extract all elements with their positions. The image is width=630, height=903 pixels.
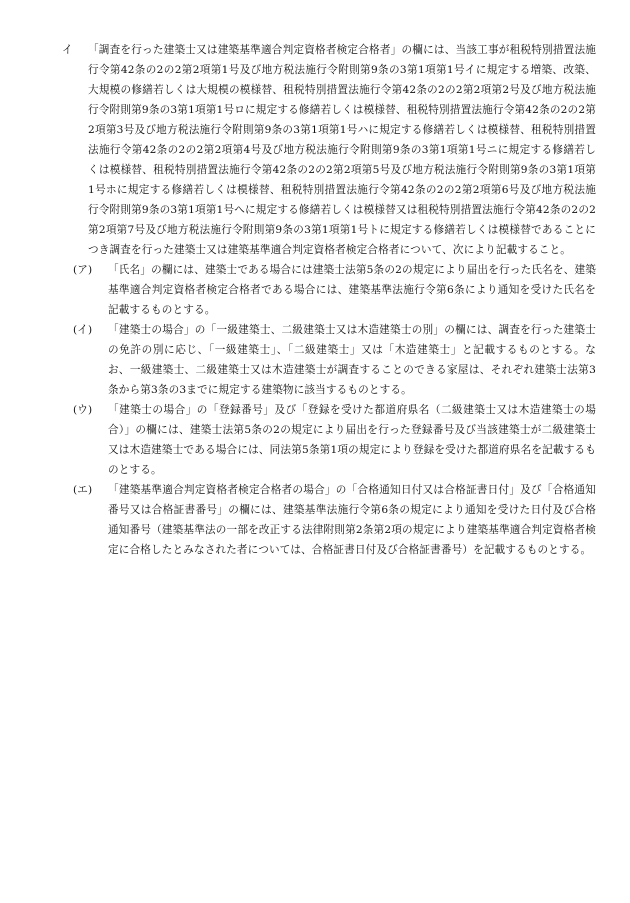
sub-item-marker: (イ) xyxy=(73,324,93,336)
sub-item-i xyxy=(73,320,596,400)
sub-item-a xyxy=(73,260,596,320)
sub-item-u xyxy=(73,400,596,480)
clause-text: 「調査を行った建築士又は建築基準適合判定資格者検定合格者」の欄には、当該工事が租税特別措置法施行令第42条の2の2第2項第1号及び地方税法施行令附則第9条の3第1項第1号イに規定する増築、改築、大規模の修繕若しくは大規模の模様替、租税特別措置法施行令第42条の2の2第2項第2号及び地方税法施行令附則第9条の3第1項第1号ロに規定する修繕若しくは模様替、租税特別措置法施行令第42条の2の2第2項第3号及び地方税法施行令附則第9条の3第1項第1号ハに規定する修繕若しくは模様替、租税特別措置法施行令第42条の2の2第2項第4号及び地方税法施行令附則第9条の3第1項第1号ニに規定する修繕若しくは模様替、租税特別措置法施行令第42条の2の2第2項第5号及び地方税法施行令附則第9条の3第1項第1号ホに規定する修繕若しくは模様替、租税特別措置法施行令第42条の2の2第2項第6号及び地方税法施行令附則第9条の3第1項第1号へに規定する修繕若しくは模様替又は租税特別措置法施行令第42条の2の2第2項第7号及び地方税法施行令附則第9条の3第1項第1号トに規定する修繕若しくは模様替であることにつき調査を行った建築士又は建築基準適合判定資格者検定合格者について、次により記載すること。 xyxy=(88,44,596,256)
clause-i xyxy=(62,40,596,260)
sub-item-text: 「建築士の場合」の「一級建築士、二級建築士又は木造建築士の別」の欄には、調査を行った建築士の免許の別に応じ、「一級建築士」、「二級建築士」又は「木造建築士」と記載するものとする。なお、一級建築士、二級建築士又は木造建築士が調査することのできる家屋は、それぞれ建築士法第3条から第3条の3までに規定する建築物に該当するものとする。 xyxy=(108,324,596,396)
sub-item-text: 「氏名」の欄には、建築士である場合には建築士法第5条の2の規定により届出を行った氏名を、建築基準適合判定資格者検定合格者である場合には、建築基準法施行令第6条により通知を受けた氏名を記載するものとする。 xyxy=(108,264,596,316)
sub-item-marker: (ウ) xyxy=(73,404,93,416)
sub-item-marker: (エ) xyxy=(73,484,93,496)
sub-item-list xyxy=(62,260,596,560)
sub-item-text: 「建築基準適合判定資格者検定合格者の場合」の「合格通知日付又は合格証書日付」及び「合格通知番号又は合格証書番号」の欄には、建築基準法施行令第6条の規定により通知を受けた日付及び合格通知番号（建築基準法の一部を改正する法律附則第2条第2項の規定により建築基準適合判定資格者検定に合格したとみなされた者については、合格証書日付及び合格証書番号）を記載するものとする。 xyxy=(108,484,596,556)
clause-marker: イ xyxy=(62,44,73,56)
sub-item-e xyxy=(73,480,596,560)
sub-item-marker: (ア) xyxy=(73,264,93,276)
sub-item-text: 「建築士の場合」の「登録番号」及び「登録を受けた都道府県名（二級建築士又は木造建築士の場合）」の欄には、建築士法第5条の2の規定により届出を行った登録番号及び当該建築士が二級建築士又は木造建築士である場合には、同法第5条第1項の規定により登録を受けた都道府県名を記載するものとする。 xyxy=(108,404,596,476)
